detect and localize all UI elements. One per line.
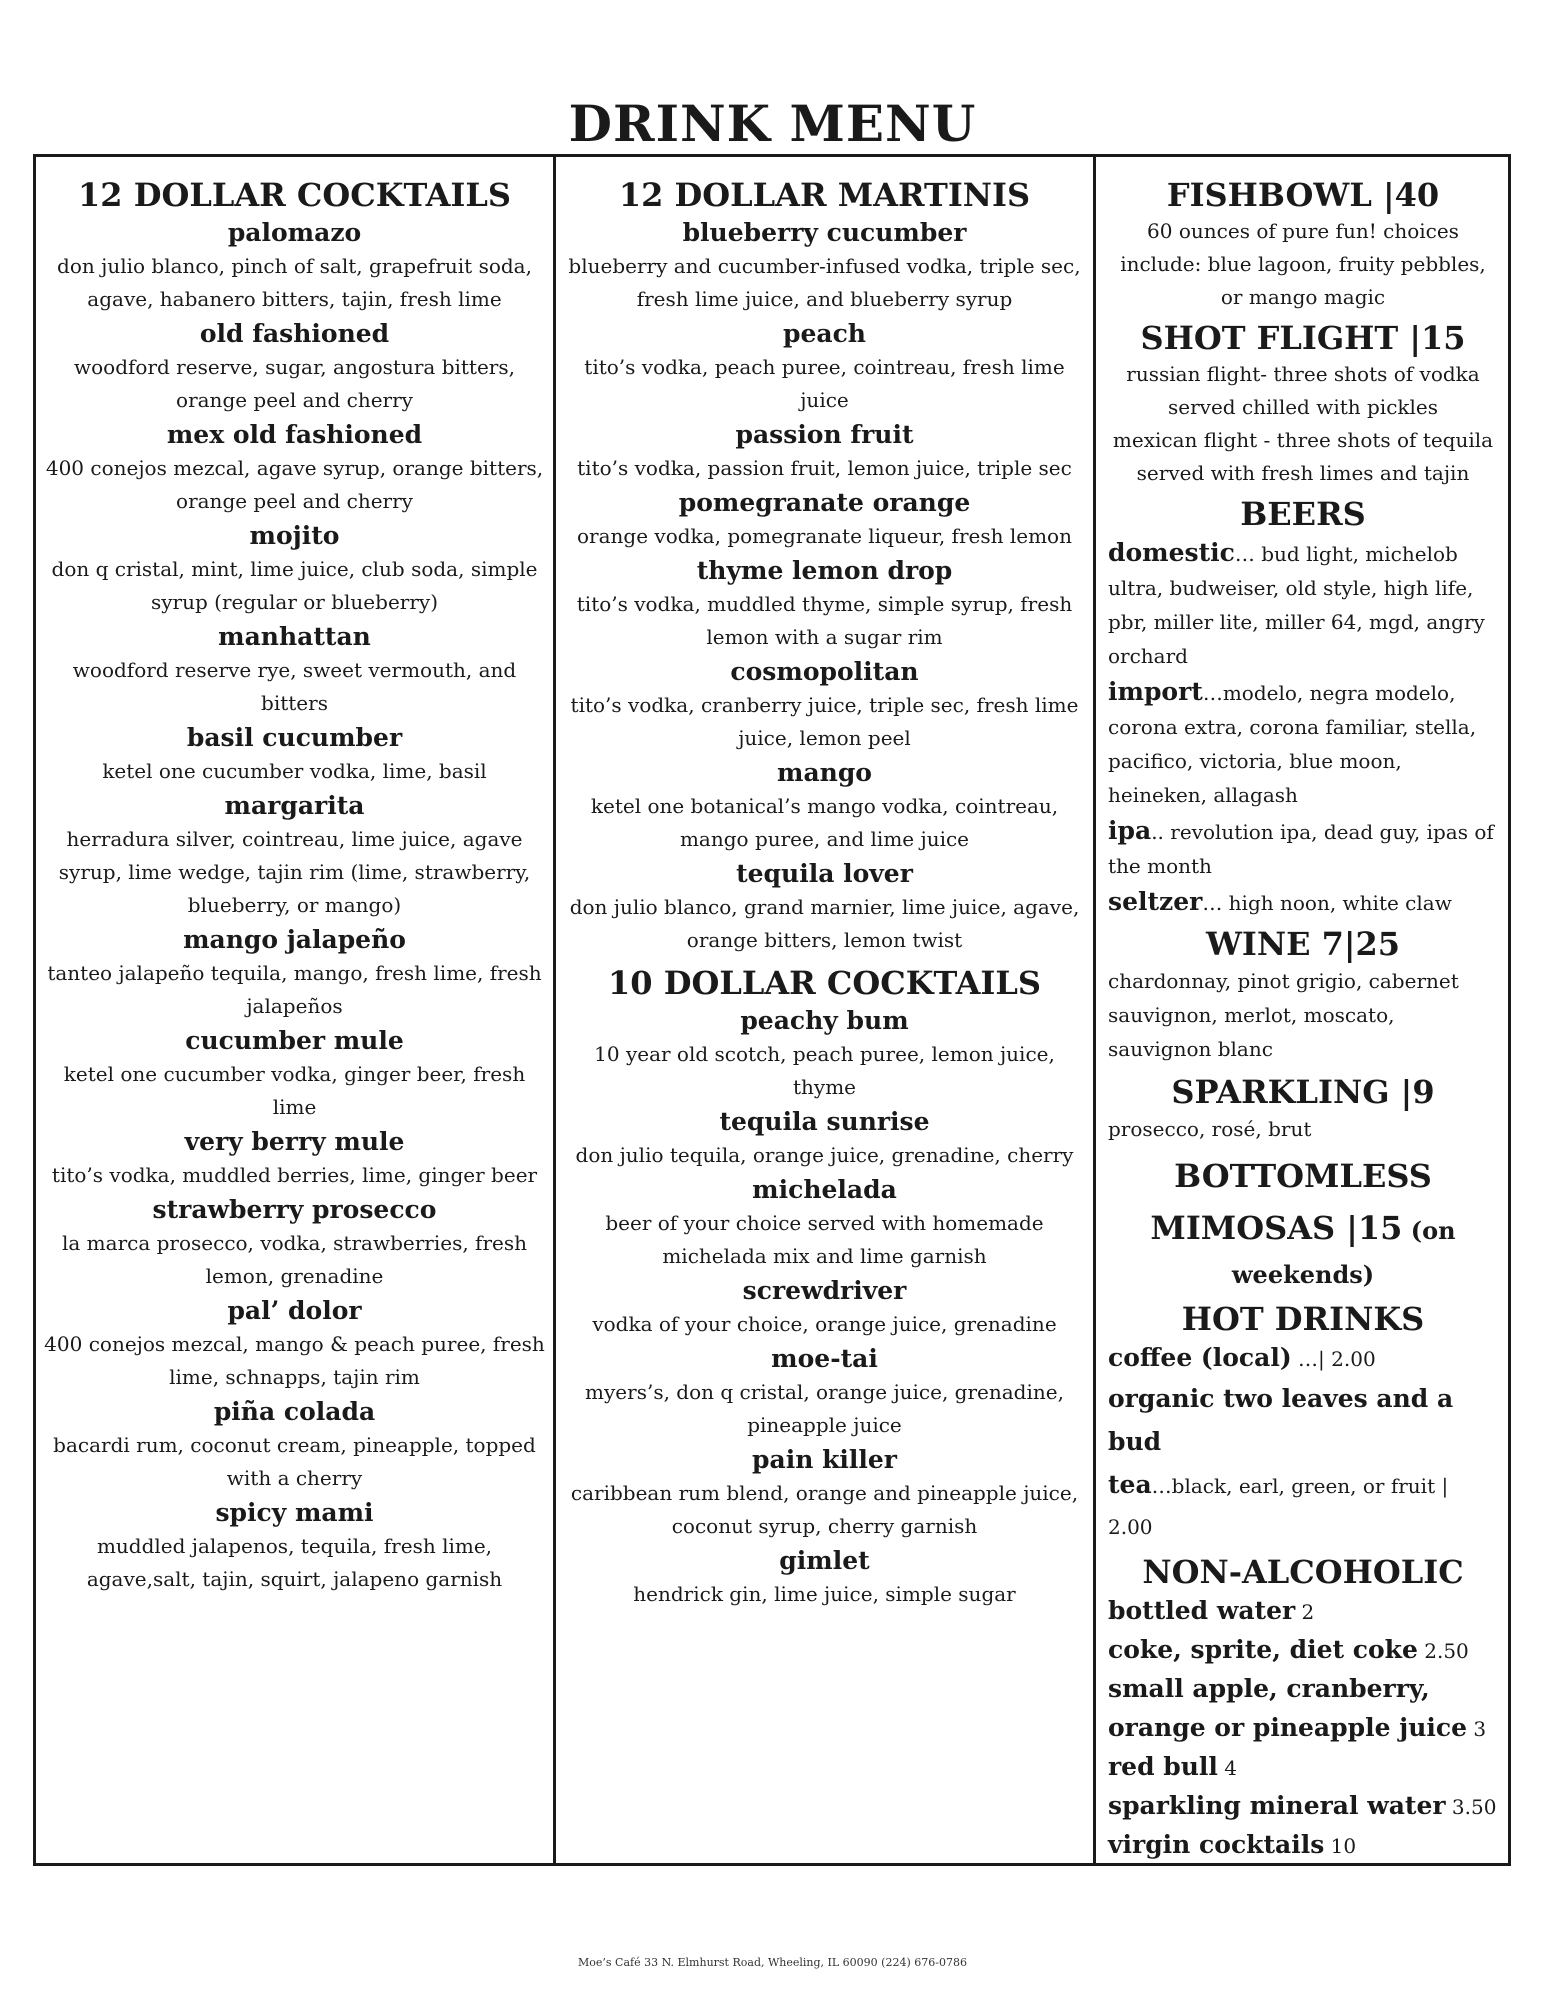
tea-description: …black, earl, green, or fruit | 2.00 [1108,1474,1449,1539]
tea-item [1108,1378,1498,1548]
non-alcoholic-item-price: 3.50 [1445,1795,1497,1819]
beer-category [1108,536,1498,673]
menu-item-name: pomegranate orange [678,488,971,517]
menu-item [564,856,1085,957]
menu-item [44,518,545,619]
menu-item-description: woodford reserve rye, sweet vermouth, and bitters [72,658,517,715]
coffee-name: coffee (local) [1108,1343,1292,1372]
beer-category-list: revolution ipa, dead guy, ipas of the month [1108,820,1494,878]
shot-flight-heading: SHOT FLIGHT |15 [1140,319,1466,357]
menu-item-name: thyme lemon drop [696,556,953,585]
menu-item-description: ketel one cucumber vodka, lime, basil [102,759,487,783]
menu-item-description: tito’s vodka, cranberry juice, triple sec, fresh lime juice, lemon peel [570,693,1079,750]
menu-item-name: strawberry prosecco [152,1195,437,1224]
menu-item-name: pain killer [752,1445,897,1474]
beer-category [1108,885,1498,920]
martini-list [564,215,1085,957]
non-alcoholic-heading: NON-ALCOHOLIC [1142,1553,1464,1591]
column-other-drinks [1096,157,1508,1863]
menu-item-description: orange vodka, pomegranate liqueur, fresh lemon [577,524,1072,548]
menu-item-name: screwdriver [742,1276,907,1305]
footer-address: Moe’s Café 33 N. Elmhurst Road, Wheeling, IL 60090 (224) 676-0786 [578,1956,967,1969]
menu-item-name: palomazo [227,218,362,247]
menu-item-name: tequila lover [736,859,913,888]
beers-heading: BEERS [1240,495,1366,533]
menu-item-name: cucumber mule [185,1026,404,1055]
menu-item-description: don julio tequila, orange juice, grenadine, cherry [575,1143,1074,1167]
mimosas-note-line2: weekends) [1231,1260,1375,1289]
beer-category-label: import [1108,677,1203,706]
menu-item-name: blueberry cucumber [682,218,967,247]
menu-item [564,215,1085,316]
non-alcoholic-item-name: small apple, cranberry, orange or pineapple juice [1108,1674,1468,1742]
menu-item-description: don q cristal, mint, lime juice, club soda, simple syrup (regular or blueberry) [51,557,538,614]
menu-item-name: moe-tai [771,1344,878,1373]
menu-item-name: very berry mule [184,1127,405,1156]
non-alcoholic-item-price: 3 [1467,1717,1487,1741]
menu-item-name: tequila sunrise [719,1107,930,1136]
menu-item [564,654,1085,755]
menu-item [564,1003,1085,1104]
menu-item-description: tito’s vodka, peach puree, cointreau, fresh lime juice [584,355,1065,412]
non-alcoholic-item [1108,1748,1498,1787]
hot-drinks-heading: HOT DRINKS [1181,1300,1425,1338]
mexican-flight-description: mexican flight - three shots of tequila served with fresh limes and tajin [1112,428,1494,485]
tea-name-line1: organic two leaves and a bud [1108,1384,1454,1456]
sparkling-heading: SPARKLING |9 [1171,1073,1435,1111]
menu-item [564,417,1085,485]
menu-item [564,1543,1085,1611]
wine-description: chardonnay, pinot grigio, cabernet sauvignon, merlot, moscato, sauvignon blanc [1108,969,1459,1061]
menu-item [44,619,545,720]
beer-category-separator: … [1202,891,1229,915]
non-alcoholic-item-name: red bull [1108,1752,1218,1781]
coffee-item [1108,1339,1498,1378]
russian-flight-description: russian flight- three shots of vodka served chilled with pickles [1126,362,1480,419]
beer-category [1108,675,1498,812]
non-alcoholic-list [1108,1592,1498,1863]
menu-item-name: mango jalapeño [183,925,406,954]
non-alcoholic-item-name: coke, sprite, diet coke [1108,1635,1418,1664]
menu-item-description: blueberry and cucumber-infused vodka, triple sec, fresh lime juice, and blueberry syrup [568,254,1081,311]
menu-item [564,755,1085,856]
menu-item-name: pal’ dolor [227,1296,362,1325]
menu-item [44,1394,545,1495]
coffee-price: …| 2.00 [1291,1347,1376,1371]
menu-item-name: spicy mami [215,1498,374,1527]
menu-item-description: ketel one botanical’s mango vodka, cointreau, mango puree, and lime juice [590,794,1059,851]
menu-item-description: tito’s vodka, muddled berries, lime, ginger beer [51,1163,538,1187]
bottomless-heading: BOTTOMLESS [1174,1157,1432,1195]
menu-item-description: 400 conejos mezcal, mango & peach puree, fresh lime, schnapps, tajin rim [44,1332,545,1389]
non-alcoholic-item [1108,1670,1498,1748]
menu-item [564,1104,1085,1172]
section-heading: 10 DOLLAR COCKTAILS [608,964,1041,1002]
menu-frame [33,154,1511,1866]
menu-item-description: don julio blanco, grand marnier, lime juice, agave, orange bitters, lemon twist [569,895,1080,952]
beer-category-list: high noon, white claw [1228,891,1452,915]
menu-item-name: mojito [249,521,340,550]
menu-item-description: tanteo jalapeño tequila, mango, fresh lime, fresh jalapeños [47,961,542,1018]
menu-item-description: myers’s, don q cristal, orange juice, grenadine, pineapple juice [585,1380,1064,1437]
menu-item-description: ketel one cucumber vodka, ginger beer, fresh lime [63,1062,526,1119]
menu-item-name: peachy bum [740,1006,909,1035]
fishbowl-heading: FISHBOWL |40 [1166,176,1440,214]
beer-category [1108,814,1498,883]
column-martinis [556,157,1096,1863]
menu-item-description: hendrick gin, lime juice, simple sugar [633,1582,1016,1606]
section-heading: 12 DOLLAR COCKTAILS [78,176,511,214]
menu-item-name: basil cucumber [186,723,403,752]
non-alcoholic-item [1108,1826,1498,1863]
menu-item-name: michelada [752,1175,897,1204]
menu-item [44,1495,545,1596]
beer-category-separator: … [1234,542,1262,566]
menu-item [564,1273,1085,1341]
menu-item-description: vodka of your choice, orange juice, grenadine [592,1312,1057,1336]
menu-item-name: mango [777,758,872,787]
menu-item [44,1124,545,1192]
menu-item [564,316,1085,417]
beer-category-label: domestic [1108,538,1235,567]
beer-list [1108,536,1498,920]
menu-item [564,1442,1085,1543]
menu-item [44,1293,545,1394]
beer-category-list: bud light, michelob ultra, budweiser, old style, high life, pbr, miller lite, miller 64, mgd, angry orchard [1108,542,1485,668]
menu-item [44,788,545,922]
non-alcoholic-item-price: 4 [1217,1756,1238,1780]
menu-item [44,316,545,417]
menu-item [44,922,545,1023]
menu-item-description: don julio blanco, pinch of salt, grapefruit soda, agave, habanero bitters, tajin, fresh lime [57,254,532,311]
menu-item-name: margarita [224,791,365,820]
non-alcoholic-item-price: 2 [1295,1600,1315,1624]
menu-item-name: peach [783,319,866,348]
menu-item-name: cosmopolitan [730,657,919,686]
wine-heading: WINE 7|25 [1205,925,1401,963]
section-heading: 12 DOLLAR MARTINIS [618,176,1031,214]
mimosas-note: (on [1402,1216,1456,1245]
menu-item-description: bacardi rum, coconut cream, pineapple, topped with a cherry [53,1433,536,1490]
tea-name-line2: tea [1108,1470,1152,1499]
non-alcoholic-item [1108,1631,1498,1670]
beer-category-separator: .. [1151,820,1171,844]
menu-item-description: la marca prosecco, vodka, strawberries, fresh lemon, grenadine [62,1231,527,1288]
menu-item-description: 10 year old scotch, peach puree, lemon juice, thyme [594,1042,1055,1099]
beer-category-label: seltzer [1108,887,1203,916]
non-alcoholic-item-name: bottled water [1108,1596,1296,1625]
menu-item-name: mex old fashioned [166,420,423,449]
beer-category-label: ipa [1108,816,1152,845]
menu-item [44,720,545,788]
beer-category-separator: … [1202,681,1223,705]
page-title: DRINK MENU [568,94,977,153]
cocktail-list [44,215,545,1596]
menu-item [44,1192,545,1293]
beer-category-list: modelo, negra modelo, corona extra, corona familiar, stella, pacifico, victoria, blue moon, heineken, allagash [1108,681,1477,807]
column-12-dollar-cocktails [36,157,556,1863]
menu-item [44,215,545,316]
menu-item-name: old fashioned [199,319,390,348]
menu-item-name: piña colada [213,1397,376,1426]
non-alcoholic-item-price: 10 [1324,1834,1357,1858]
menu-item-description: tito’s vodka, muddled thyme, simple syrup, fresh lemon with a sugar rim [576,592,1073,649]
non-alcoholic-item-name: virgin cocktails [1108,1830,1325,1859]
menu-item-description: tito’s vodka, passion fruit, lemon juice, triple sec [577,456,1072,480]
non-alcoholic-item [1108,1787,1498,1826]
menu-item-description: beer of your choice served with homemade michelada mix and lime garnish [605,1211,1044,1268]
menu-item-description: muddled jalapenos, tequila, fresh lime, agave,salt, tajin, squirt, jalapeno garnish [86,1534,503,1591]
menu-item-name: gimlet [779,1546,870,1575]
sparkling-description: prosecco, rosé, brut [1108,1117,1312,1141]
menu-item-description: 400 conejos mezcal, agave syrup, orange bitters, orange peel and cherry [45,456,544,513]
non-alcoholic-item [1108,1592,1498,1631]
non-alcoholic-item-name: sparkling mineral water [1108,1791,1446,1820]
menu-item-description: woodford reserve, sugar, angostura bitters, orange peel and cherry [74,355,515,412]
menu-item-description: caribbean rum blend, orange and pineapple juice, coconut syrup, cherry garnish [570,1481,1079,1538]
cocktail-list [564,1003,1085,1611]
menu-item [44,1023,545,1124]
menu-item [564,1341,1085,1442]
mimosas-heading [1108,1208,1498,1251]
menu-item [564,553,1085,654]
menu-item [564,1172,1085,1273]
menu-item-description: herradura silver, cointreau, lime juice, agave syrup, lime wedge, tajin rim (lime, strawberry, blueberry, or mango) [58,827,531,917]
non-alcoholic-item-price: 2.50 [1417,1639,1469,1663]
mimosas-title: MIMOSAS |15 [1150,1209,1403,1247]
menu-item-name: passion fruit [735,420,914,449]
menu-item [44,417,545,518]
menu-item [564,485,1085,553]
fishbowl-description: 60 ounces of pure fun! choices include: blue lagoon, fruity pebbles, or mango magic [1120,219,1486,309]
menu-item-name: manhattan [218,622,371,651]
